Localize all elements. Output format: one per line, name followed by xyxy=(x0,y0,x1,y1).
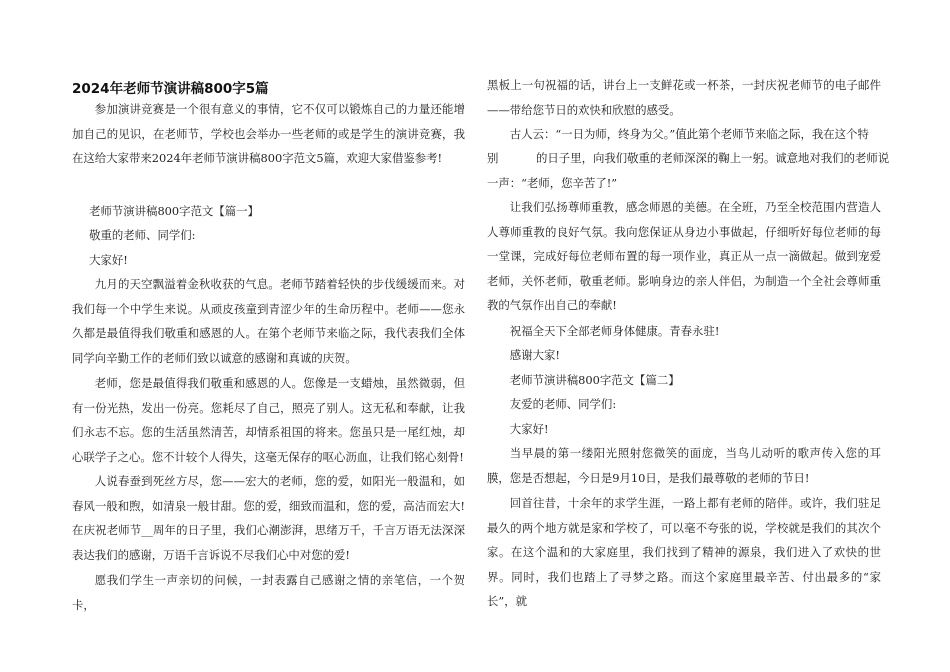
paragraph-candle: 老师，您是最值得我们敬重和感恩的人。您像是一支蜡烛，虽然微弱，但有一份光热，发出一份亮。您耗尽了自己，照亮了别人。这无私和奉献，让我们永志不忘。您的生活虽然清苦，却情系祖国的将来。您虽只是一尾红烛，却心联学子之心。您不计较个人得失，这毫无保存的呕心沥血，让我们铭心刻骨! xyxy=(72,376,465,464)
thanks-line: 感谢大家! xyxy=(509,348,560,362)
quote-word-special: 别 xyxy=(487,151,499,165)
paragraph-september: 九月的天空飘溢着金秋收获的气息。老师节踏着轻快的步伐缓缓而来。对我们每一个中学生来说。从顽皮孩童到青涩少年的生命历程中。老师——您永久都是最值得我们敬重和感恩的人。在第个老师节来临之际，我代表我们全体同学向辛勤工作的老师们致以诚意的感谢和真诚的庆贺。 xyxy=(72,277,465,365)
greeting-line: 敬重的老师、同学们: xyxy=(89,228,196,242)
hello-line-2: 大家好! xyxy=(509,422,549,436)
paragraph-morning-sunlight: 当早晨的第一缕阳光照射您微笑的面庞，当鸟儿动听的歌声传入您的耳膜，您是否想起，今日是9月10日，是我们最尊敬的老师的节日! xyxy=(487,446,881,485)
quote-line-2 xyxy=(487,146,890,171)
intro-paragraph: 参加演讲竞赛是一个很有意义的事情，它不仅可以锻炼自己的力量还能增加自己的见识，在老师节，学校也会举办一些老师的或是学生的演讲竞赛，我在这给大家带来2024年老师节演讲稿800字范文5篇，欢迎大家借鉴参考! xyxy=(72,102,465,166)
quote-line-2-rest: 的日子里，向我们敬重的老师深深的鞠上一躬。诚意地对我们的老师说 xyxy=(536,151,890,165)
paragraph-silkworm: 人说春蚕到死丝方尽，您——宏大的老师，您的爱，如阳光一般温和，如春风一般和煦，如清泉一般甘甜。您的爱，细致而温和，您的爱，高洁而宏大!在庆祝老师节__周年的日子里，我们心潮澎湃，思绪万千，千言万语无法深深表达我们的感谢，万语千言诉说不尽我们心中对您的爱! xyxy=(72,474,465,562)
paragraph-looking-back: 回首往昔，十余年的求学生涯，一路上都有老师的陪伴。或许，我们驻足最久的两个地方就是家和学校了，可以毫不夸张的说，学校就是我们的其次个家。在这个温和的大家庭里，我们找到了精神的源泉，我们进入了欢快的世界。同时，我们也踏上了寻梦之路。而这个家庭里最辛苦、付出最多的“家长”，就 xyxy=(487,496,881,609)
paragraph-blackboard: 黑板上一句祝福的话，讲台上一支鲜花或一杯茶，一封庆祝老师节的电子邮件——带给您节日的欢快和欣慰的感受。 xyxy=(487,78,881,117)
quote-line-3: 一声：“老师，您辛苦了!” xyxy=(487,176,618,190)
hello-line: 大家好! xyxy=(89,253,128,267)
paragraph-respect-teachers: 让我们弘扬尊师重教，感念师恩的美德。在全班，乃至全校范围内营造人人尊师重教的良好气氛。我向您保证从身边小事做起，仔细听好每位老师的每一堂课，完成好每位老师布置的每一项作业，真正从一点一滴做起。做到宠爱老师，关怀老师，敬重老师。影响身边的亲人伴侣，为制造一个全社会尊师重教的气氛作出自己的奉献! xyxy=(487,200,881,313)
article1-heading: 老师节演讲稿800字范文【篇一】 xyxy=(89,204,259,218)
greeting-line-2: 友爱的老师、同学们: xyxy=(509,397,617,411)
article2-heading: 老师节演讲稿800字范文【篇二】 xyxy=(509,373,680,387)
wish-line: 祝福全天下全部老师身体健康。青春永驻! xyxy=(509,324,720,338)
document-title: 2024年老师节演讲稿800字5篇 xyxy=(72,81,269,97)
paragraph-greeting-card: 愿我们学生一声亲切的问候，一封表露自己感谢之情的亲笔信，一个贺卡， xyxy=(72,573,465,612)
quote-line-1: 古人云：“一日为师，终身为父。”值此第个老师节来临之际，我在这个特 xyxy=(509,127,869,141)
